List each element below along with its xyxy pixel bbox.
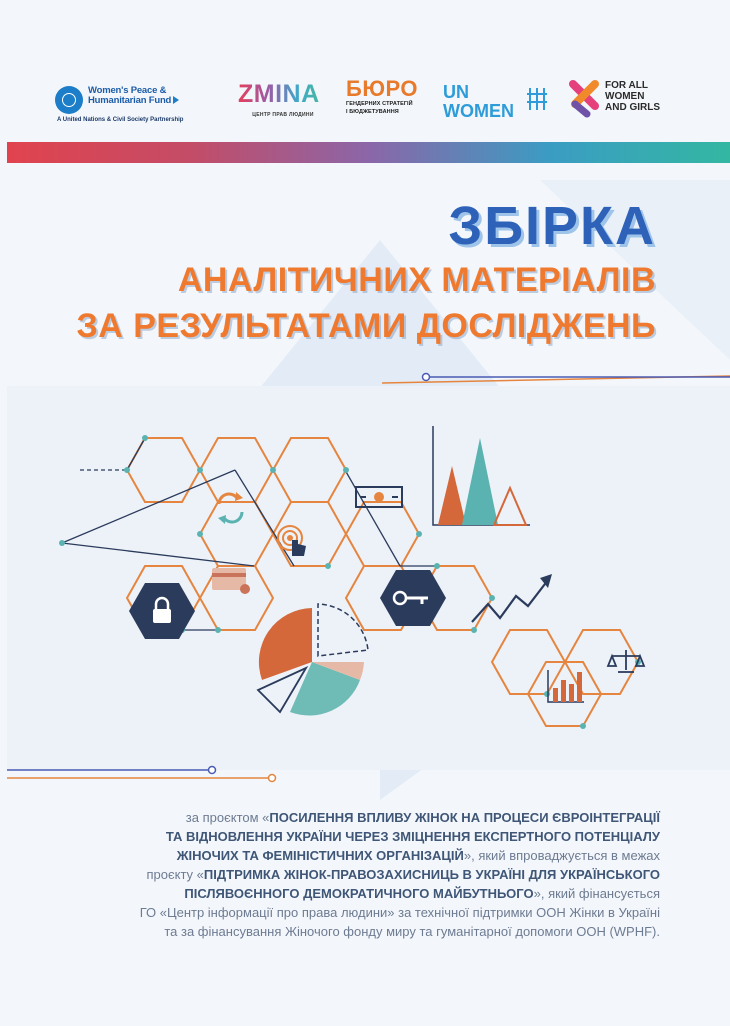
project-description: за проєктом «ПОСИЛЕННЯ ВПЛИВУ ЖІНОК НА ПРОЦЕСИ ЄВРОІНТЕГРАЦІЇ ТА ВІДНОВЛЕННЯ УКРАЇНИ ЧЕРЕЗ ЗМІЦНЕННЯ ЕКСПЕРТНОГО ПОТЕНЦІАЛУ ЖІНОЧИХ ТА ФЕМІНІСТИЧНИХ ОРГАНІЗАЦІЙ», який впроваджується в межах проєкту «ПІДТРИМКА ЖІНОК-ПРАВОЗАХИСНИЦЬ В УКРАЇНІ ДЛЯ УКРАЇНСЬКОГО ПІСЛЯВОЄННОГО ДЕМОКРАТИЧНОГО МАЙБУТНЬОГО», який фінансується ГО «Центр інформації про права людини» за технічної підтримки ООН Жінки в Україні та за фінансування Жіночого фонду миру та гуманітарної допомоги ООН (WPHF). xyxy=(139,810,660,939)
title-line2: АНАЛІТИЧНИХ МАТЕРІАЛІВ xyxy=(177,261,656,299)
zmina-wordmark: ZMINA xyxy=(238,80,328,108)
credit-card-icon xyxy=(212,568,250,594)
title-line3: ЗА РЕЗУЛЬТАТАМИ ДОСЛІДЖЕНЬ xyxy=(76,307,656,345)
buro-subtitle-2: І БЮДЖЕТУВАННЯ xyxy=(346,109,399,115)
wphf-line1: Women's Peace & xyxy=(88,85,167,96)
wphf-subtitle: A United Nations & Civil Society Partnership xyxy=(57,117,184,123)
un-women-wordmark: UN WOMEN xyxy=(443,82,514,121)
for-all-text: FOR ALL WOMEN AND GIRLS xyxy=(605,80,660,113)
wphf-line2: Humanitarian Fund xyxy=(88,96,179,106)
triangle-chart-icon xyxy=(433,426,530,525)
zmina-subtitle: ЦЕНТР ПРАВ ЛЮДИНИ xyxy=(252,112,314,118)
deco-dot-top xyxy=(423,374,430,381)
buro-subtitle-1: ГЕНДЕРНИХ СТРАТЕГІЙ xyxy=(346,101,413,107)
scales-icon xyxy=(608,650,644,672)
pie-chart-icon xyxy=(258,604,368,716)
trend-arrow-icon xyxy=(472,574,552,622)
bar-chart-icon xyxy=(548,670,584,702)
title-main: ЗБІРКА xyxy=(448,196,656,256)
network-lines xyxy=(62,438,437,630)
buro-wordmark: БЮРО xyxy=(346,76,418,101)
